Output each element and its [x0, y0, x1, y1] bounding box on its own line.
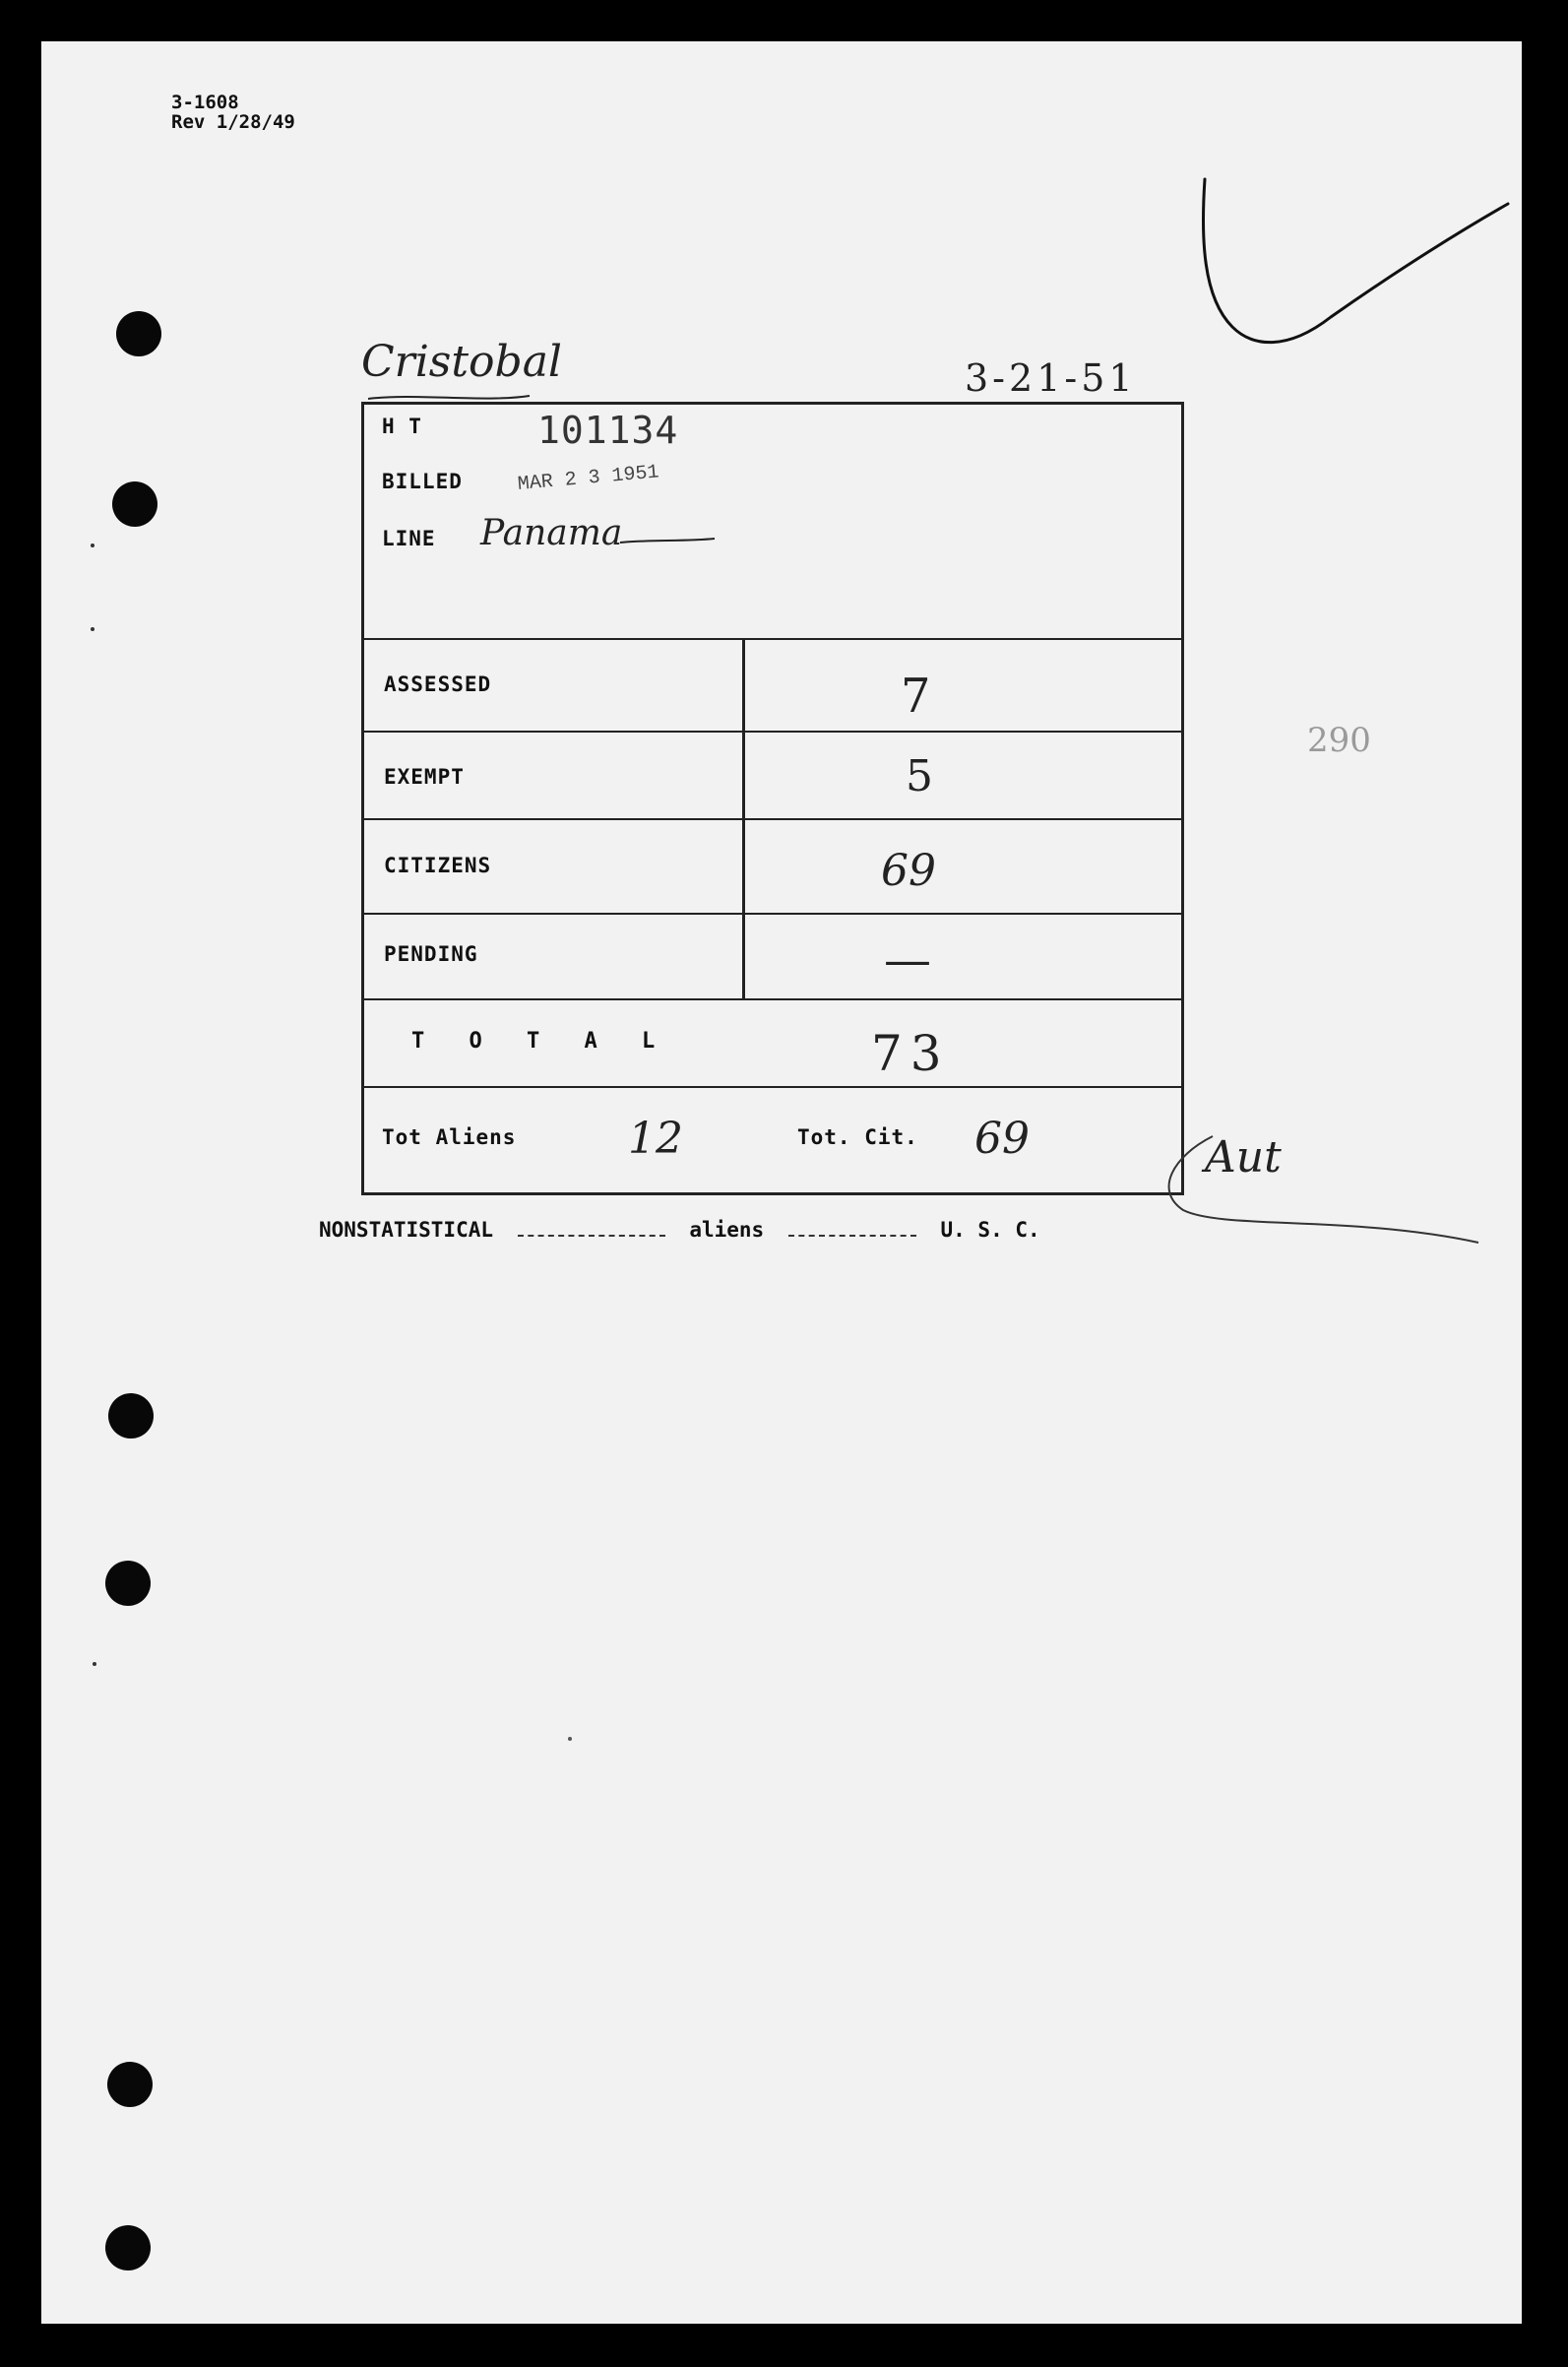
assessed-value: 7 [901, 669, 931, 724]
exempt-value: 5 [906, 751, 933, 801]
line-value-dash [618, 537, 717, 546]
nonstatistical-label: NONSTATISTICAL [319, 1218, 494, 1242]
speck [91, 544, 94, 547]
line-value: Panama [480, 513, 623, 553]
total-aliens-value: 12 [628, 1114, 683, 1164]
document-page [41, 41, 1522, 2324]
row-divider [364, 913, 1181, 915]
punch-hole [105, 2225, 151, 2271]
form-number: 3-1608 [171, 92, 239, 113]
form-table [361, 402, 1184, 1195]
total-citizens-label: Tot. Cit. [797, 1125, 918, 1149]
citizens-value: 69 [881, 846, 936, 896]
pending-label: PENDING [384, 942, 478, 966]
ht-label: H T [382, 415, 422, 438]
billed-label: BILLED [382, 470, 463, 493]
nonstatistical-line [319, 1218, 1040, 1242]
row-divider [364, 731, 1181, 733]
nonstatistical-aliens-label: aliens [689, 1218, 765, 1242]
row-divider [364, 1086, 1181, 1088]
punch-hole [108, 1393, 154, 1439]
check-mark-scribble [1193, 150, 1518, 396]
punch-hole [107, 2062, 153, 2107]
line-label: LINE [382, 527, 436, 550]
billed-date-stamp: MAR 2 3 1951 [517, 461, 660, 496]
aliens-blank [788, 1233, 916, 1237]
ht-number: 101134 [537, 409, 679, 452]
initials-flourish [1154, 1117, 1488, 1245]
total-aliens-label: Tot Aliens [382, 1125, 517, 1149]
speck [93, 1662, 96, 1666]
port-name: Cristobal [361, 337, 562, 387]
exempt-label: EXEMPT [384, 765, 465, 789]
form-revision: Rev 1/28/49 [171, 111, 295, 133]
punch-hole [116, 311, 161, 356]
row-divider [364, 998, 1181, 1000]
row-divider [364, 818, 1181, 820]
punch-hole [112, 481, 157, 527]
form-number-block [171, 93, 295, 132]
speck [91, 627, 94, 631]
form-date: 3-21-51 [965, 356, 1137, 400]
initials: Aut [1205, 1132, 1282, 1183]
speck [568, 1737, 572, 1741]
total-citizens-value: 69 [974, 1114, 1030, 1164]
pending-value: — [884, 932, 931, 988]
nonstatistical-blank [518, 1233, 665, 1237]
margin-number: 290 [1307, 721, 1371, 760]
nonstatistical-usc-label: U. S. C. [940, 1218, 1040, 1242]
total-value: 73 [871, 1025, 950, 1082]
assessed-label: ASSESSED [384, 672, 492, 696]
total-label: T O T A L [411, 1029, 671, 1054]
punch-hole [105, 1561, 151, 1606]
citizens-label: CITIZENS [384, 854, 492, 877]
header-divider [364, 638, 1181, 640]
